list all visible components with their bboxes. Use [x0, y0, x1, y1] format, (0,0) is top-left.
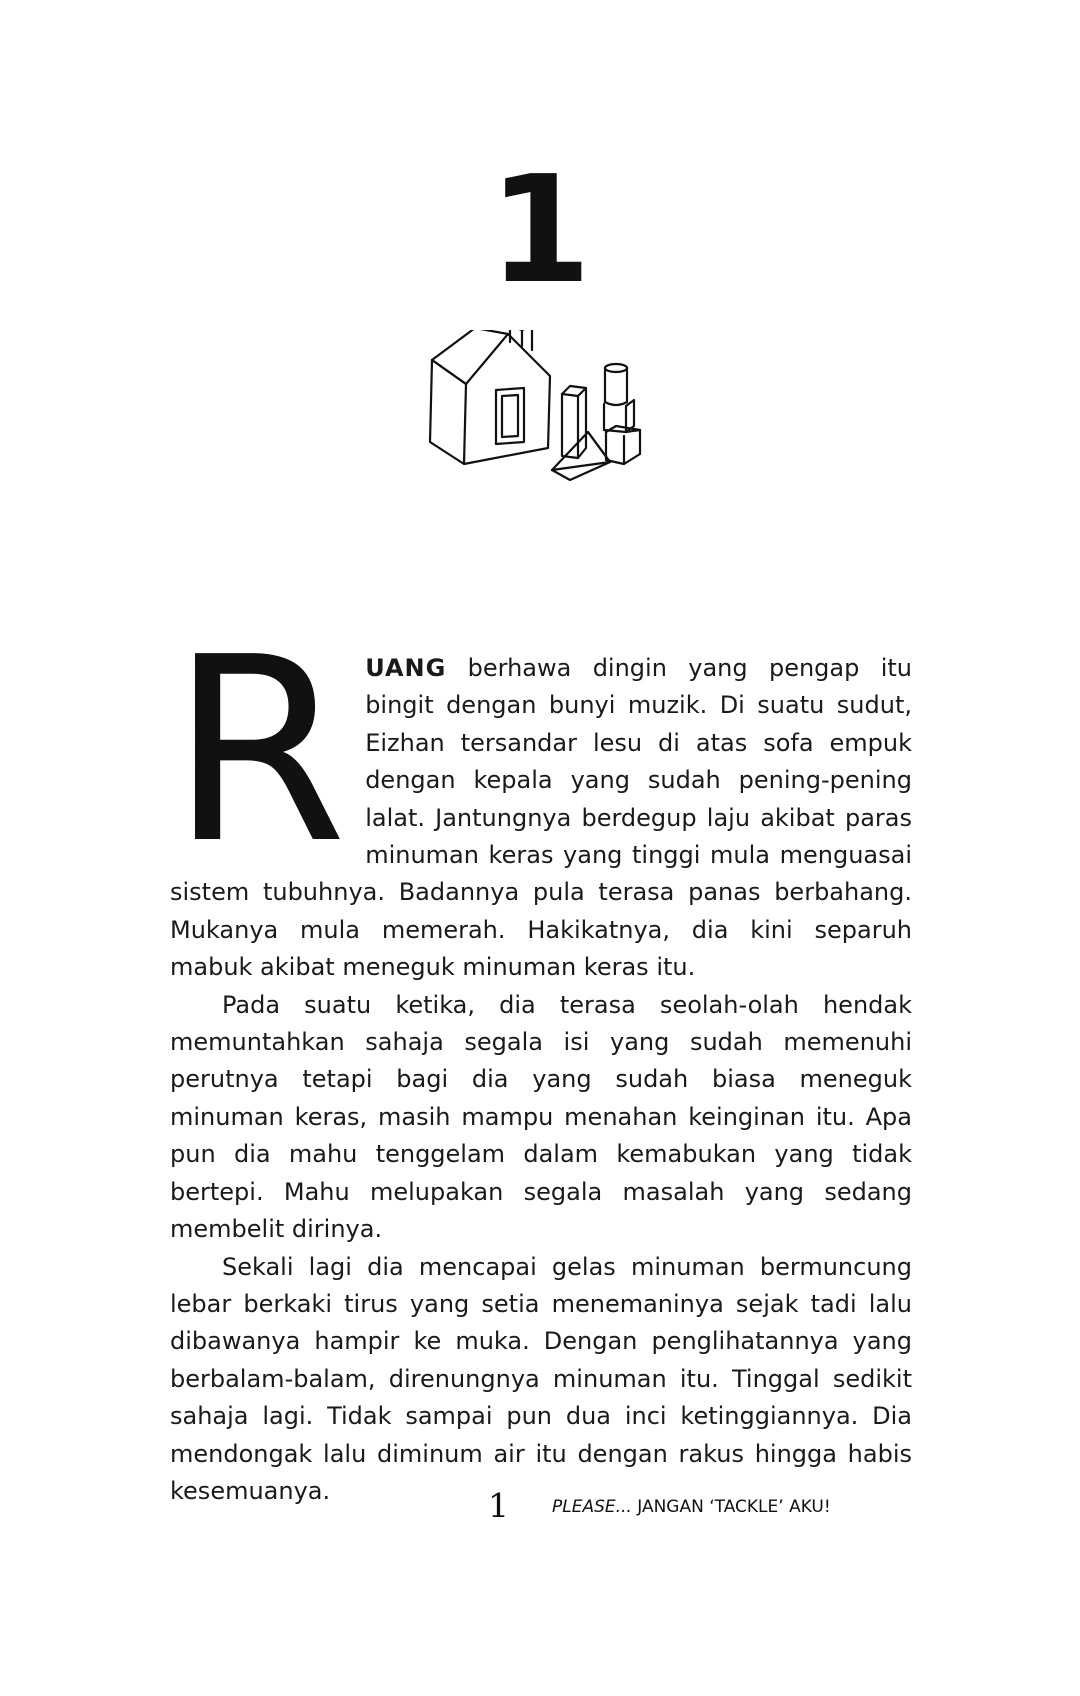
drop-cap: R	[170, 603, 348, 900]
paragraph-3: Sekali lagi dia mencapai gelas minuman bermuncung lebar berkaki tirus yang setia menemaninya sejak tadi lalu dibawanya hampir ke muka. Dengan penglihatannya yang berbalam-balam, direnungnya minuman itu. Tinggal sedikit sahaja lagi. Tidak sampai pun dua inci ketinggiannya. Dia mendongak lalu diminum air itu dengan rakus hingga habis kesemuanya.	[170, 1252, 912, 1505]
paragraph-2: Pada suatu ketika, dia terasa seolah-olah hendak memuntahkan sahaja segala isi yang sudah memenuhi perutnya tetapi bagi dia yang sudah biasa meneguk minuman keras, masih mampu menahan keinginan itu. Apa pun dia mahu tenggelam dalam kemabukan yang tidak bertepi. Mahu melupakan segala masalah yang sedang membelit dirinya.	[170, 990, 912, 1244]
paragraph-1-text: berhawa dingin yang pengap itu bingit dengan bunyi muzik. Di suatu sudut, Eizhan tersandar lesu di atas sofa empuk dengan kepala yang sudah pening-pening lalat. Jantungnya berdegup laju akibat paras minuman keras yang tinggi mula menguasai sistem tubuhnya. Badannya pula terasa panas berbahang. Mukanya mula memerah. Hakikatnya, dia kini separuh mabuk akibat meneguk minuman keras itu.	[170, 654, 912, 982]
page-footer	[0, 1486, 1080, 1526]
running-title-italic: PLEASE...	[552, 1497, 632, 1517]
running-title-rest: JANGAN ‘TACKLE’ AKU!	[631, 1497, 831, 1517]
paragraph-1	[170, 603, 912, 987]
chapter-body	[170, 603, 912, 1510]
chapter-number: 1	[488, 144, 592, 316]
running-title	[552, 1495, 831, 1519]
house-and-blocks-icon	[420, 330, 670, 510]
lead-word: UANG	[365, 654, 447, 682]
page-number: 1	[488, 1486, 509, 1525]
